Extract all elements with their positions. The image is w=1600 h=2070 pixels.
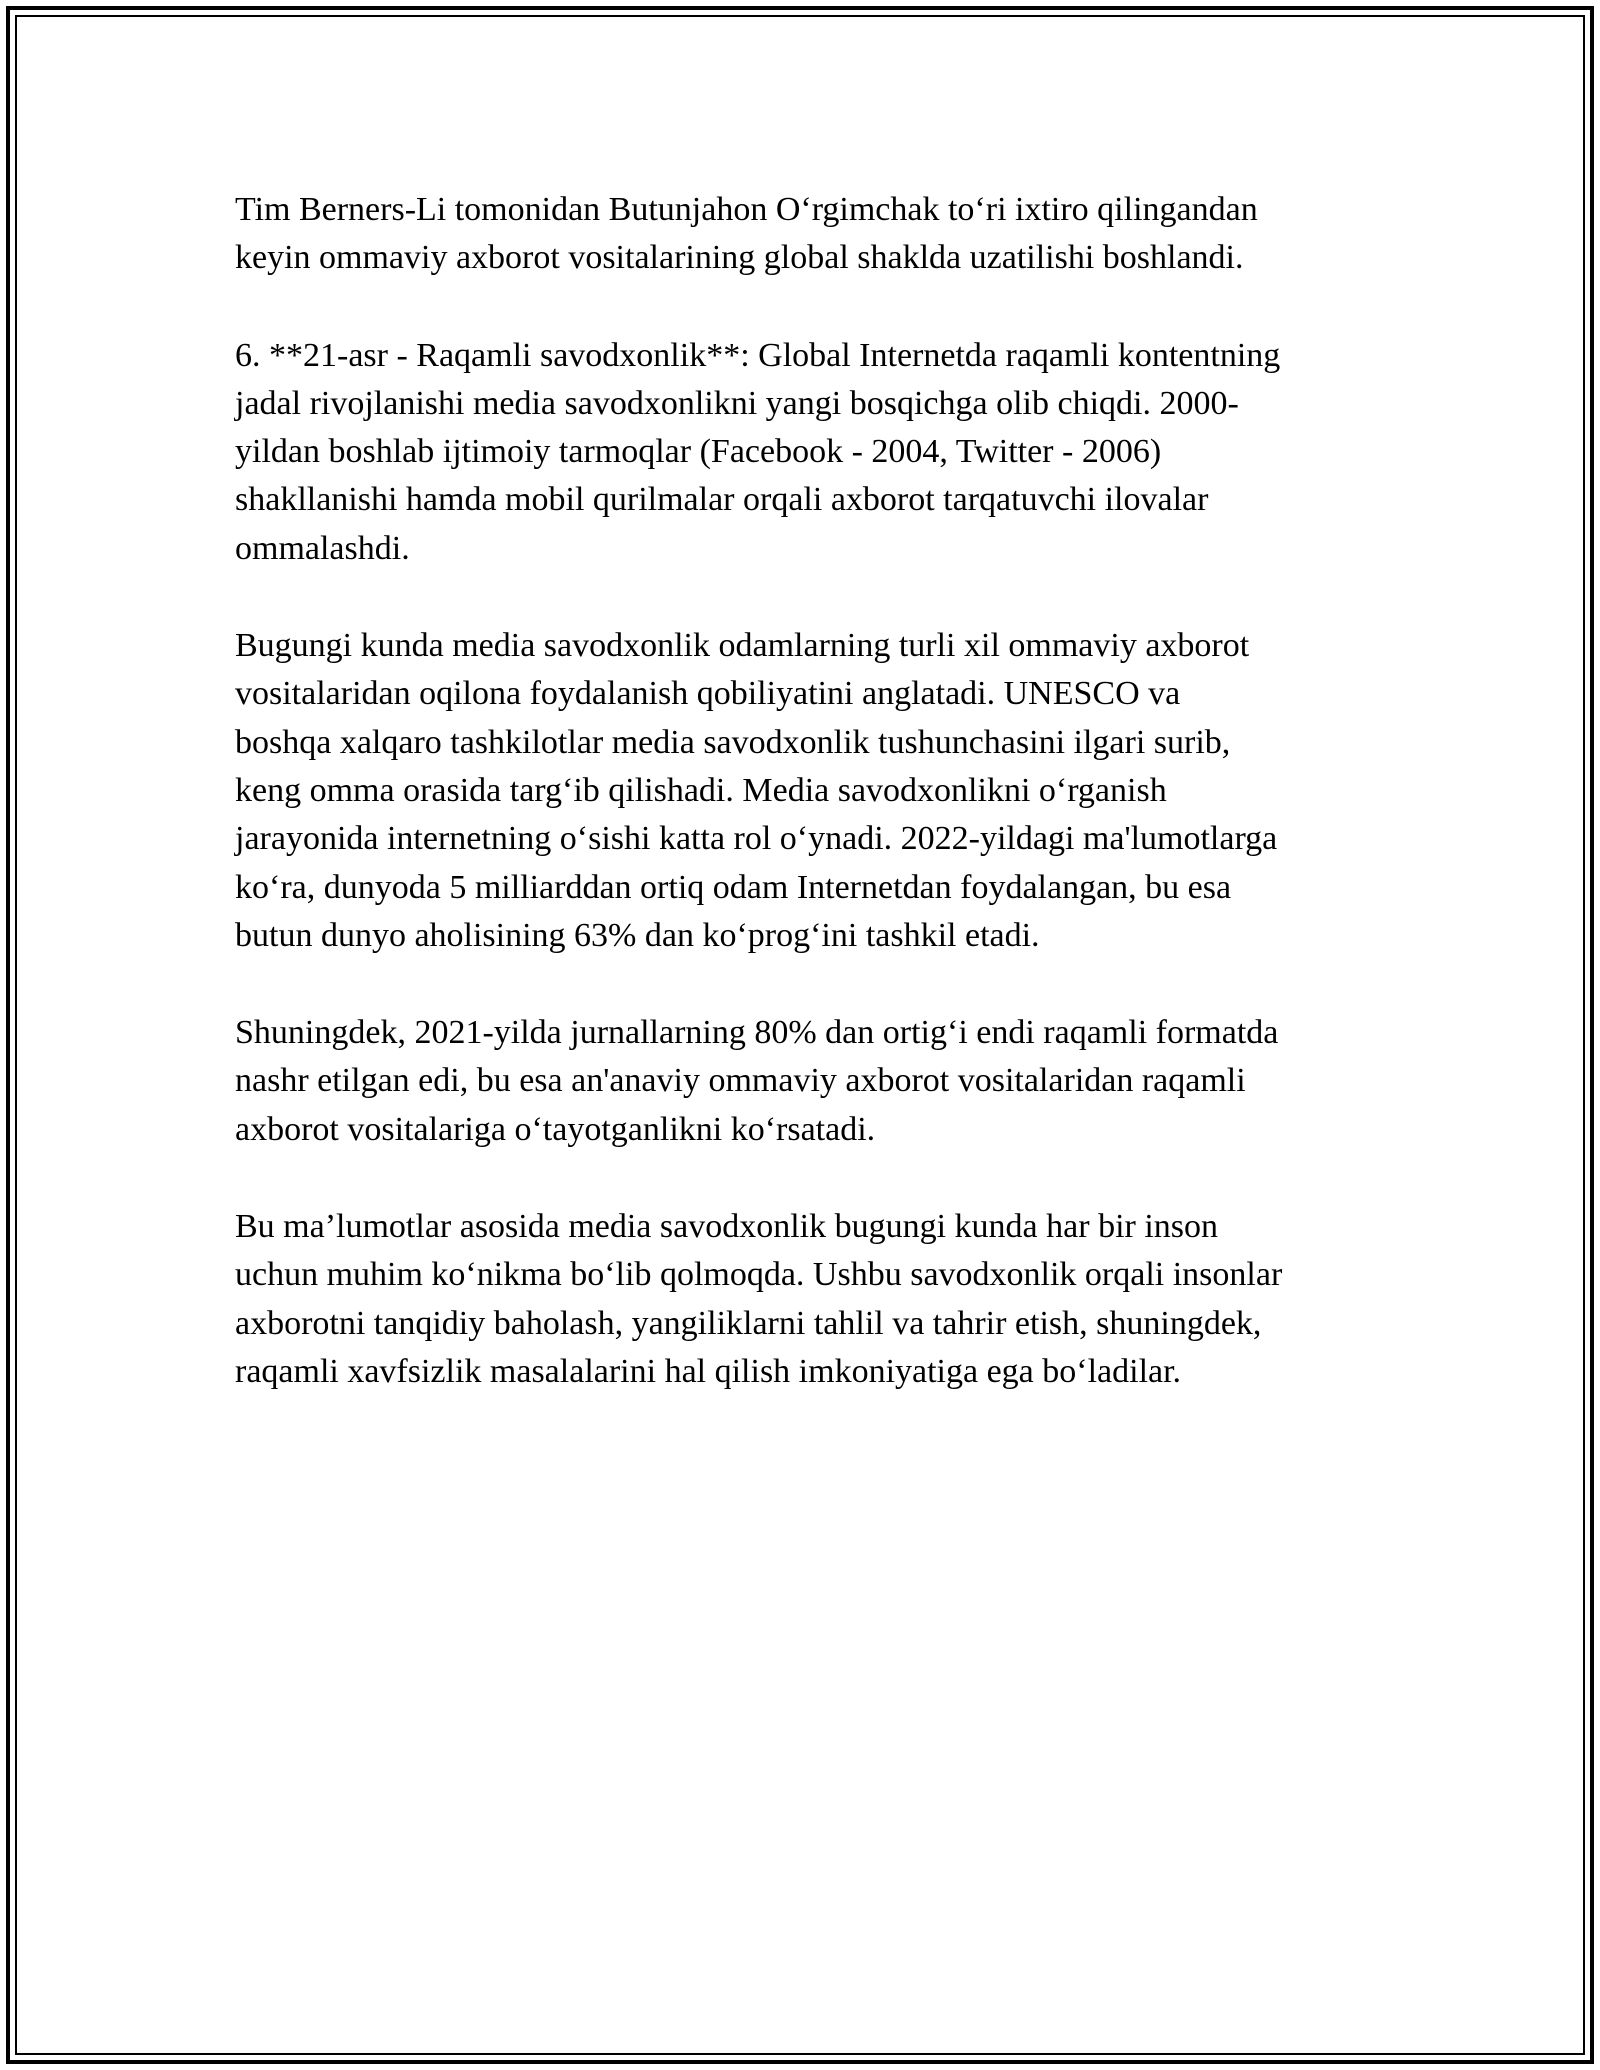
text-line: ommalashdi. [235, 529, 410, 567]
text-line: axborot vositalariga o‘tayotganlikni ko‘rsatadi. [235, 1110, 876, 1148]
text-line: jadal rivojlanishi media savodxonlikni yangi bosqichga olib chiqdi. 2000- [235, 384, 1239, 422]
text-line: ko‘ra, dunyoda 5 milliarddan ortiq odam Internetdan foydalangan, bu esa [235, 868, 1232, 906]
text-line: Bu ma’lumotlar asosida media savodxonlik bugungi kunda har bir inson [235, 1208, 1219, 1246]
paragraph-web-origin [235, 186, 1385, 283]
text-line: shakllanishi hamda mobil qurilmalar orqali axborot tarqatuvchi ilovalar [235, 481, 1209, 519]
text-line: keyin ommaviy axborot vositalarining global shakldа uzatilishi boshlandi. [235, 239, 1244, 277]
text-line: keng omma orasida targ‘ib qilishadi. Media savodxonlikni o‘rganish [235, 771, 1167, 809]
text-line: uchun muhim ko‘nikma bo‘lib qolmoqda. Ushbu savodxonlik orqali insonlar [235, 1256, 1283, 1294]
document-body [235, 186, 1385, 1445]
text-line: 6. **21-asr - Raqamli savodxonlik**: Global Internetda raqamli kontentning [235, 336, 1281, 374]
text-line: raqamli xavfsizlik masalalarini hal qilish imkoniyatiga ega bo‘ladilar. [235, 1352, 1182, 1390]
text-line: Bugungi kunda media savodxonlik odamlarning turli xil ommaviy axborot [235, 627, 1250, 665]
text-line: yildan boshlab ijtimoiy tarmoqlar (Facebook - 2004, Twitter - 2006) [235, 433, 1162, 471]
paragraph-journals-digital [235, 1009, 1385, 1154]
text-line: Shuningdek, 2021-yilda jurnallarning 80% dan ortig‘i endi raqamli formatda [235, 1014, 1279, 1052]
text-line: boshqa xalqaro tashkilotlar media savodxonlik tushunchasini ilgari surib, [235, 723, 1231, 761]
text-line: vositalaridan oqilona foydalanish qobiliyatini anglatadi. UNESCO va [235, 675, 1181, 713]
text-line: jarayonida internetning o‘sishi katta rol o‘ynadi. 2022-yildagi ma'lumotlarga [235, 820, 1278, 858]
paragraph-conclusion [235, 1203, 1385, 1396]
paragraph-digital-literacy [235, 332, 1385, 573]
text-line: butun dunyo aholisining 63% dan ko‘prog‘ini tashkil etadi. [235, 916, 1040, 954]
text-line: axborotni tanqidiy baholash, yangiliklarni tahlil va tahrir etish, shuningdek, [235, 1304, 1262, 1342]
text-line: nashr etilgan edi, bu esa an'anaviy ommaviy axborot vositalaridan raqamli [235, 1062, 1246, 1100]
text-line: Tim Berners-Li tomonidan Butunjahon O‘rgimchak to‘ri ixtiro qilingandan [235, 191, 1258, 228]
paragraph-media-literacy-today [235, 622, 1385, 960]
